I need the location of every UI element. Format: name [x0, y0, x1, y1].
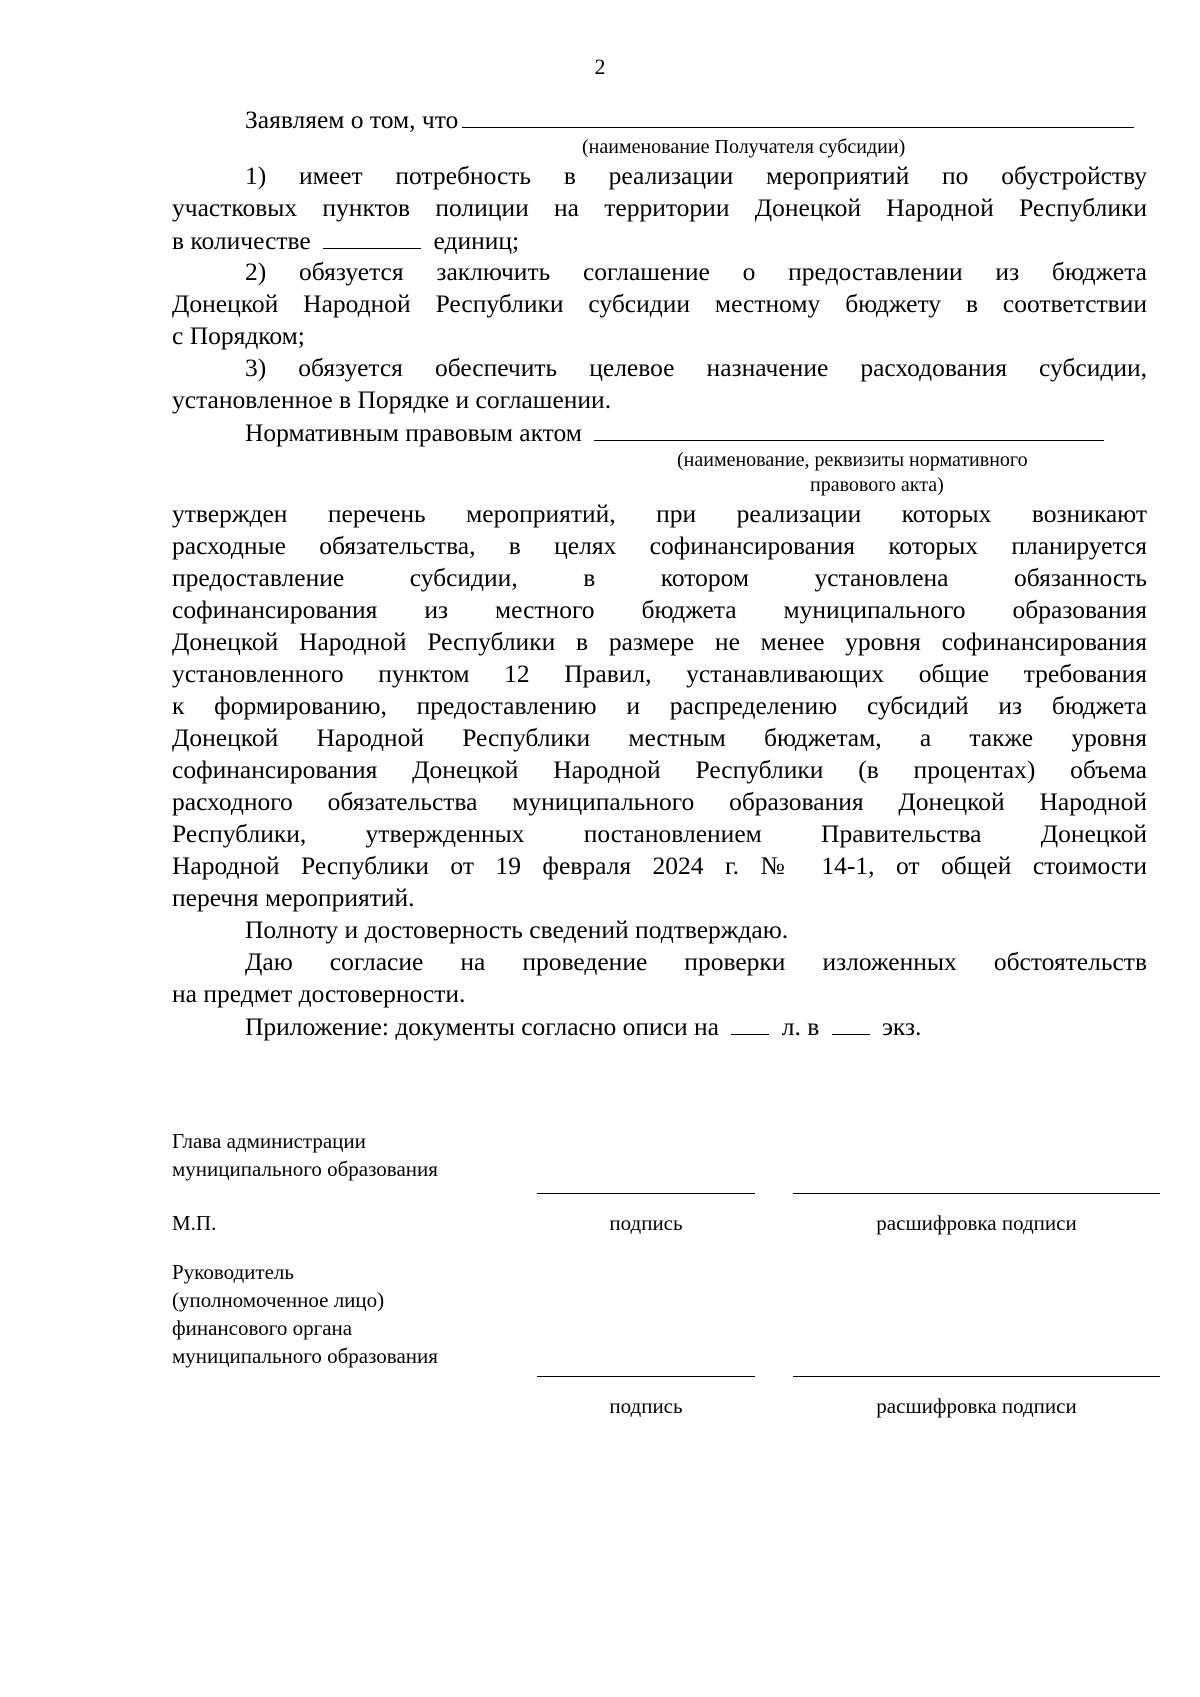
declaration-text [172, 103, 1147, 1042]
signature-caption-2: подпись [609, 1394, 683, 1418]
finance-title [172, 1258, 438, 1370]
copies-blank [832, 1010, 870, 1035]
finance-title-line1: Руководитель [172, 1260, 294, 1284]
head-title-line2: муниципального образования [172, 1157, 438, 1181]
head-title-line1: Глава администрации [172, 1129, 366, 1153]
item2-line3: с Порядком; [172, 321, 305, 350]
consent-line2: на предмет достоверности. [172, 979, 466, 1008]
item3-line2: установленное в Порядке и соглашении. [172, 385, 612, 414]
confirmation: Полноту и достоверность сведений подтверждаю. [245, 915, 789, 944]
body-line: перечня мероприятий. [172, 883, 415, 912]
body-line: расходного обязательства муниципального образования Донецкой Народной [172, 787, 1147, 816]
quantity-label: в количестве [172, 226, 311, 255]
act-caption-line1: (наименование, реквизиты нормативного [677, 449, 1028, 471]
item1-line2: участковых пунктов полиции на территории Донецкой Народной Республики [172, 193, 1147, 222]
signature-line-1 [537, 1193, 755, 1194]
attachment-end: экз. [881, 1012, 922, 1041]
body-line: предоставление субсидии, в котором установлена обязанность [172, 563, 1147, 592]
quantity-blank [323, 224, 421, 249]
body-line: Республики, утвержденных постановлением Правительства Донецкой [172, 819, 1147, 848]
body-line: к формированию, предоставлению и распределению субсидий из бюджета [172, 691, 1147, 720]
body-line: утвержден перечень мероприятий, при реализации которых возникают [172, 499, 1147, 528]
act-label: Нормативным правовым актом [245, 418, 582, 447]
item2-line2: Донецкой Народной Республики субсидии местному бюджету в соответствии [172, 289, 1147, 318]
body-line: Народной Республики от 19 февраля 2024 г. № 14-1, от общей стоимости [172, 851, 1147, 880]
quantity-unit: единиц; [433, 226, 520, 255]
finance-title-line4: муниципального образования [172, 1344, 438, 1368]
recipient-name-blank [462, 103, 1134, 128]
signature-caption-1: подпись [609, 1211, 683, 1235]
seal-label: М.П. [172, 1211, 217, 1235]
finance-title-line3: финансового органа [172, 1316, 353, 1340]
decoding-line-1 [793, 1193, 1160, 1194]
sheets-blank [731, 1010, 769, 1035]
item1-line3 [172, 224, 1147, 256]
declaration-intro [172, 103, 1147, 135]
attachment-line [172, 1010, 1147, 1042]
item2-line1: 2) обязуется заключить соглашение о предоставлении из бюджета [245, 257, 1147, 286]
signature-line-2 [537, 1376, 755, 1377]
consent-line1: Даю согласие на проведение проверки изложенных обстоятельств [245, 947, 1147, 976]
head-title [172, 1127, 438, 1183]
body-line: установленного пунктом 12 Правил, устанавливающих общие требования [172, 659, 1147, 688]
act-caption-line2: правового акта) [810, 474, 944, 496]
page-number: 2 [594, 54, 606, 79]
decoding-line-2 [793, 1376, 1160, 1377]
body-line: софинансирования из местного бюджета муниципального образования [172, 595, 1147, 624]
decoding-caption-2: расшифровка подписи [876, 1394, 1077, 1418]
recipient-caption: (наименование Получателя субсидии) [582, 136, 906, 158]
decoding-caption-1: расшифровка подписи [876, 1211, 1077, 1235]
act-line [172, 416, 1147, 448]
body-line: расходные обязательства, в целях софинансирования которых планируется [172, 531, 1147, 560]
attachment-label: Приложение: документы согласно описи на [245, 1012, 719, 1041]
act-blank [594, 416, 1104, 441]
item1-line1: 1) имеет потребность в реализации мероприятий по обустройству [245, 161, 1147, 190]
body-line: софинансирования Донецкой Народной Республики (в процентах) объема [172, 755, 1147, 784]
finance-title-line2: (уполномоченное лицо) [172, 1288, 385, 1312]
body-line: Донецкой Народной Республики местным бюджетам, а также уровня [172, 723, 1147, 752]
attachment-mid: л. в [781, 1012, 820, 1041]
item3-line1: 3) обязуется обеспечить целевое назначение расходования субсидии, [245, 353, 1147, 382]
body-line: Донецкой Народной Республики в размере не менее уровня софинансирования [172, 627, 1147, 656]
declaration-intro-text: Заявляем о том, что [245, 105, 459, 134]
